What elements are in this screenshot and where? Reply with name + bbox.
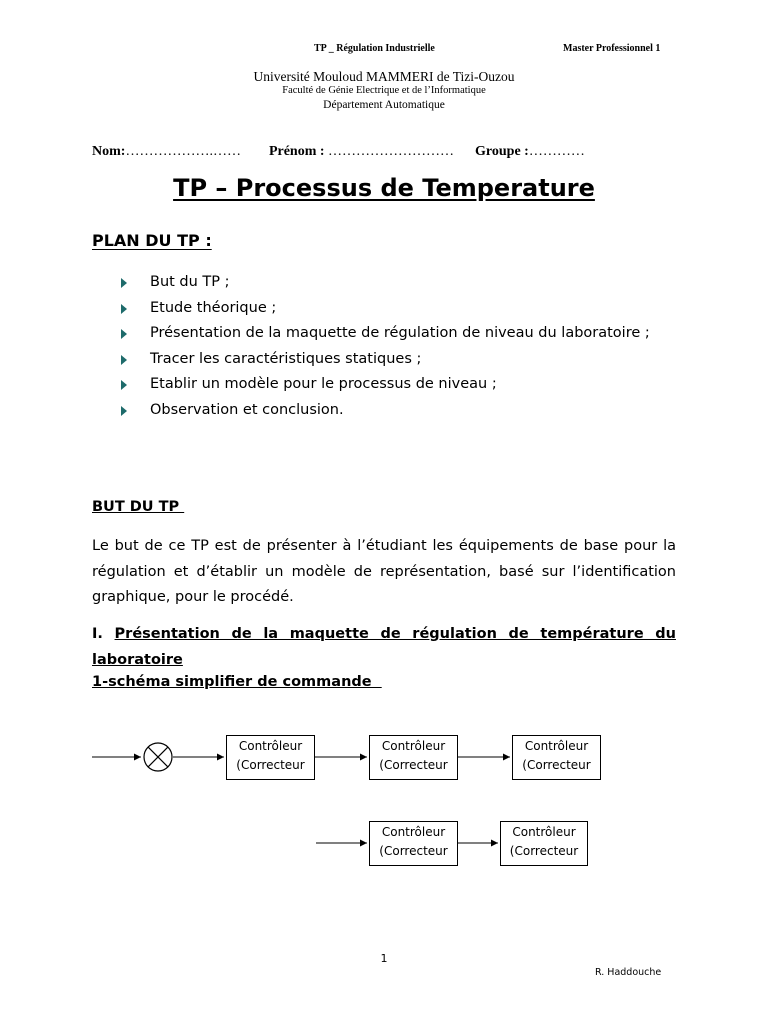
block-label: Contrôleur [381, 825, 446, 839]
block-label: (Correcteur [236, 758, 305, 772]
section-number: I. [92, 626, 103, 642]
page-number: 1 [380, 952, 388, 965]
groupe-label: Groupe : [475, 144, 529, 159]
summing-junction-icon [144, 743, 172, 771]
author-name: R. Haddouche [595, 967, 662, 978]
list-item-text: Présentation de la maquette de régulation de niveau du laboratoire ; [150, 325, 650, 342]
header-program: Master Professionnel 1 [563, 43, 661, 54]
block-controller-2 [369, 735, 458, 780]
block-label: (Correcteur [509, 844, 579, 858]
groupe-field: ………… [528, 144, 585, 159]
but-heading: BUT DU TP [92, 499, 185, 515]
block-label: Contrôleur [381, 739, 446, 753]
faculty-name: Faculté de Génie Electrique et de l’Informatique [282, 85, 486, 96]
block-label: (Correcteur [379, 844, 448, 858]
block-controller-4 [369, 821, 458, 866]
list-item-text: Etablir un modèle pour le processus de niveau ; [150, 376, 497, 393]
but-paragraph: Le but de ce TP est de présenter à l’étudiant les équipements de base pour la régulation et d’établir un modèle de représentation, basé sur l’identification graphique, pour le procédé. [92, 538, 676, 606]
prenom-label: Prénom : [268, 144, 325, 159]
header-course-title: TP _ Régulation Industrielle [314, 43, 435, 54]
section-title: Présentation de la maquette de régulation de température du laboratoire [92, 626, 676, 668]
list-item-text: But du TP ; [150, 274, 230, 290]
block-label: (Correcteur [379, 758, 448, 772]
nom-label: Nom: [92, 144, 126, 159]
block-controller-3 [512, 735, 601, 780]
block-controller-1 [226, 735, 315, 780]
prenom-field: ……………………… [324, 144, 455, 159]
block-controller-5 [500, 821, 588, 866]
department-name: Département Automatique [323, 99, 445, 111]
list-item-text: Observation et conclusion. [150, 401, 344, 418]
document-title: TP – Processus de Temperature [173, 174, 595, 202]
subsection-heading: 1-schéma simplifier de commande [92, 674, 382, 690]
block-label: Contrôleur [512, 825, 576, 839]
list-item-text: Etude théorique ; [150, 299, 277, 316]
block-label: Contrôleur [524, 739, 589, 753]
nom-field: ……………….…… [125, 144, 241, 159]
list-item-text: Tracer les caractéristiques statiques ; [150, 350, 422, 367]
block-label: Contrôleur [238, 739, 303, 753]
university-name: Université Mouloud MAMMERI de Tizi-Ouzou [253, 69, 515, 84]
block-label: (Correcteur [522, 758, 591, 772]
plan-heading: PLAN DU TP : [92, 231, 212, 250]
